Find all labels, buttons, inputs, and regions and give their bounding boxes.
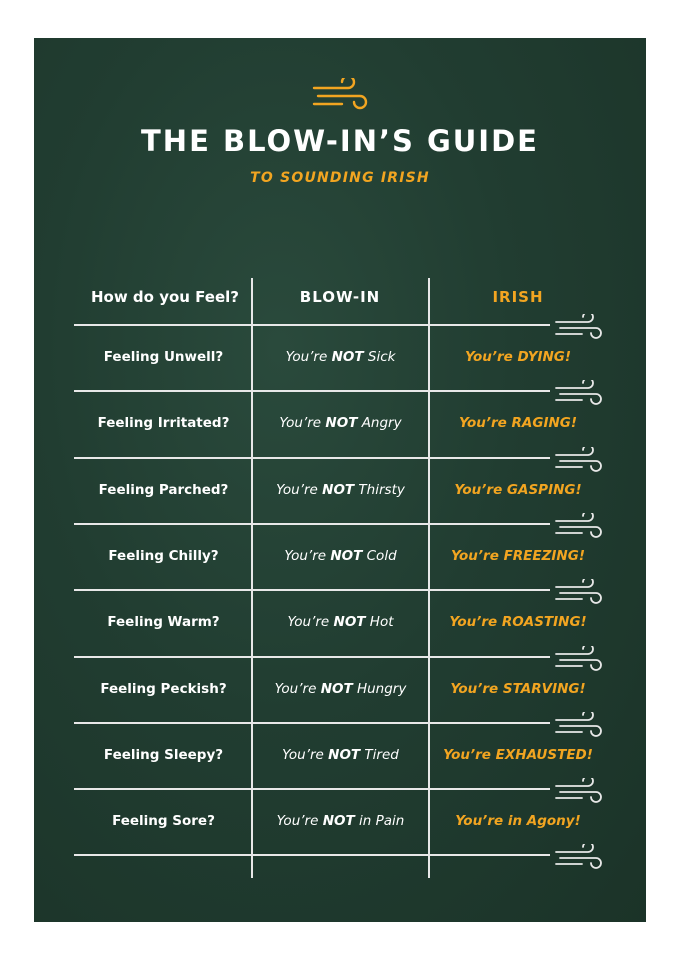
blowin-prefix: You’re — [279, 415, 326, 431]
irish-cell: You’re GASPING! — [454, 482, 582, 498]
blowin-word: Hot — [365, 614, 394, 630]
blowin-prefix: You’re — [276, 482, 323, 498]
blowin-cell — [253, 544, 428, 568]
wind-gust-icon — [554, 778, 604, 804]
row-divider — [74, 324, 550, 326]
row-divider — [74, 722, 550, 724]
blowin-prefix: You’re — [285, 349, 332, 365]
wind-gust-icon — [554, 579, 604, 605]
wind-gust-icon — [554, 513, 604, 539]
blowin-cell — [253, 345, 428, 369]
blowin-word: Cold — [362, 548, 397, 564]
irish-cell: You’re FREEZING! — [451, 548, 585, 564]
poster — [34, 38, 646, 922]
column-header-blowin: BLOW-IN — [299, 288, 381, 306]
blowin-cell — [253, 677, 428, 701]
feeling-cell: Feeling Chilly? — [108, 548, 219, 564]
blowin-prefix: You’re — [287, 614, 334, 630]
blowin-prefix: You’re — [282, 747, 329, 763]
row-divider — [74, 390, 550, 392]
irish-cell: You’re STARVING! — [450, 681, 586, 697]
wind-gust-icon — [554, 844, 604, 870]
row-divider — [74, 854, 550, 856]
column-header-feeling: How do you Feel? — [90, 288, 239, 306]
feeling-cell: Feeling Parched? — [98, 482, 229, 498]
irish-cell: You’re EXHAUSTED! — [443, 747, 593, 763]
blowin-not: NOT — [331, 349, 364, 365]
blowin-cell — [253, 610, 428, 634]
row-divider — [74, 523, 550, 525]
feeling-cell: Feeling Unwell? — [103, 349, 224, 365]
blowin-word: Thirsty — [354, 482, 405, 498]
blowin-word: Tired — [360, 747, 399, 763]
blowin-cell — [253, 809, 428, 833]
blowin-cell — [253, 743, 428, 767]
blowin-prefix: You’re — [284, 548, 331, 564]
row-divider — [74, 589, 550, 591]
irish-cell: You’re DYING! — [464, 349, 572, 365]
blowin-cell — [253, 478, 428, 502]
irish-cell: You’re in Agony! — [455, 813, 581, 829]
blowin-prefix: You’re — [274, 681, 321, 697]
page-title: THE BLOW-IN’S GUIDE — [141, 124, 539, 158]
blowin-not: NOT — [330, 548, 363, 564]
feeling-cell: Feeling Peckish? — [100, 681, 227, 697]
blowin-word: Sick — [363, 349, 396, 365]
row-divider — [74, 656, 550, 658]
blowin-word: Hungry — [352, 681, 407, 697]
irish-cell: You’re ROASTING! — [449, 614, 587, 630]
wind-gust-icon — [554, 447, 604, 473]
blowin-not: NOT — [320, 681, 353, 697]
blowin-not: NOT — [322, 813, 355, 829]
wind-gust-icon — [554, 314, 604, 340]
blowin-cell — [253, 411, 428, 435]
blowin-word: Angry — [357, 415, 402, 431]
column-header-irish: IRISH — [492, 288, 544, 306]
page-subtitle: TO SOUNDING IRISH — [250, 170, 430, 186]
irish-cell: You’re RAGING! — [458, 415, 578, 431]
wind-gust-icon — [554, 646, 604, 672]
feeling-cell: Feeling Warm? — [107, 614, 220, 630]
blowin-word: in Pain — [354, 813, 405, 829]
feeling-cell: Feeling Irritated? — [97, 415, 230, 431]
wind-gust-icon — [554, 712, 604, 738]
feeling-cell: Feeling Sleepy? — [103, 747, 224, 763]
row-divider — [74, 788, 550, 790]
blowin-prefix: You’re — [276, 813, 323, 829]
wind-gust-icon — [312, 78, 368, 114]
row-divider — [74, 457, 550, 459]
blowin-not: NOT — [322, 482, 355, 498]
feeling-cell: Feeling Sore? — [112, 813, 215, 829]
blowin-not: NOT — [325, 415, 358, 431]
blowin-not: NOT — [333, 614, 366, 630]
wind-gust-icon — [554, 380, 604, 406]
blowin-not: NOT — [328, 747, 361, 763]
